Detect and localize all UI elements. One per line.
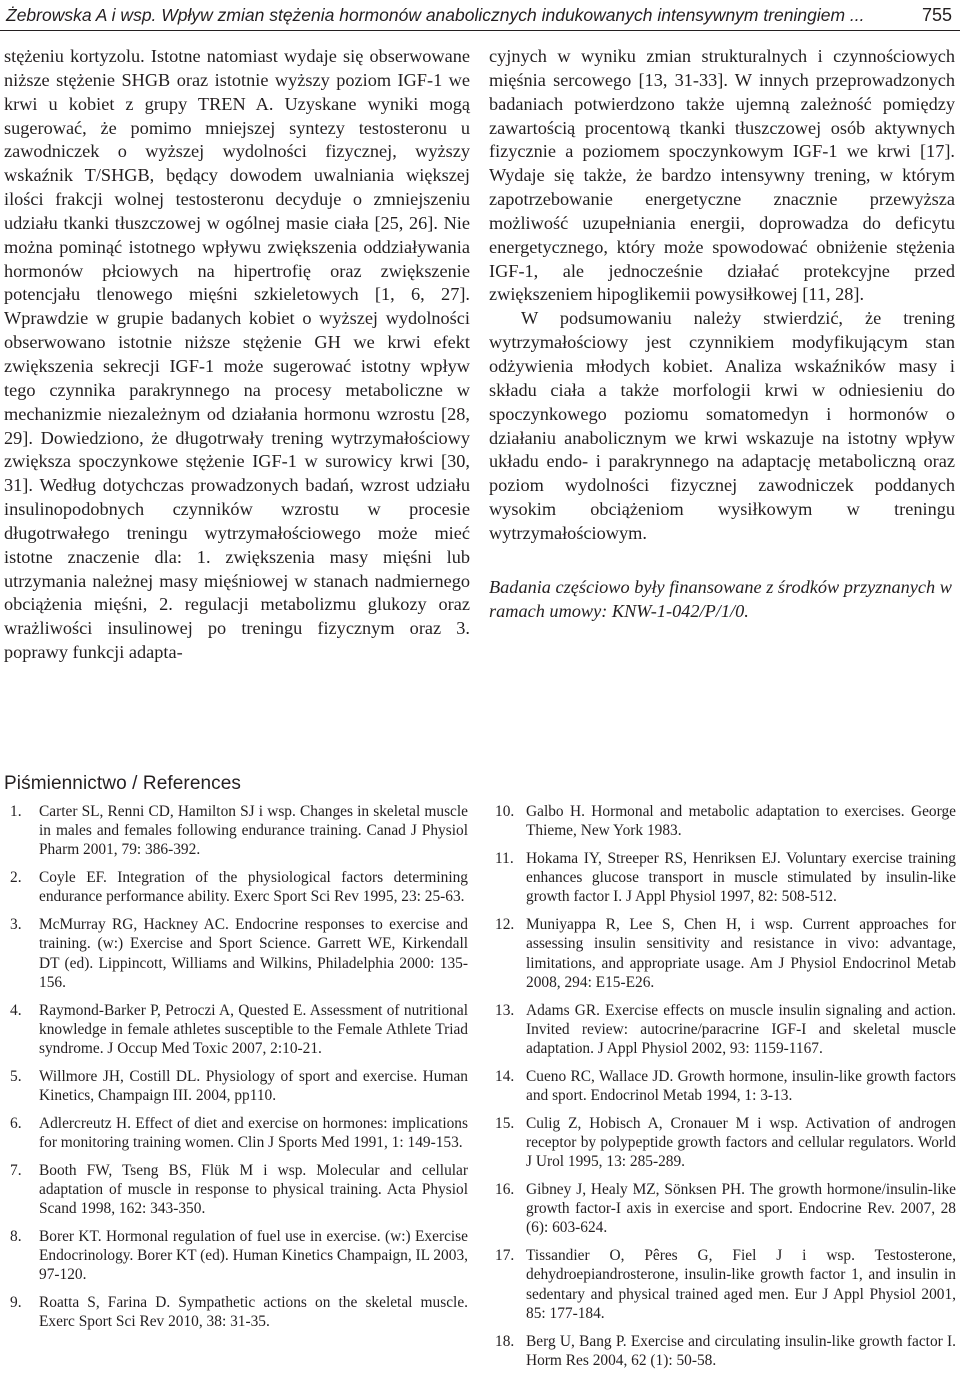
reference-item [495,1180,956,1238]
body-column-right [489,45,955,623]
reference-text: Cueno RC, Wallace JD. Growth hormone, insulin-like growth factors and sport. Endocrinol Metab 1994, 1: 3-13. [526,1067,956,1105]
reference-item [10,915,468,992]
reference-item [10,1114,468,1152]
reference-item [10,1067,468,1105]
reference-item [495,1001,956,1059]
reference-text: Willmore JH, Costill DL. Physiology of sport and exercise. Human Kinetics, Champaign III. 2004, pp110. [39,1067,468,1105]
conclusion-paragraph: W podsumowaniu należy stwierdzić, że trening wytrzymałościowy jest czynnikiem modyfikującym stan odżywienia młodych kobiet. Analiza wskaźników masy i składu ciała a także morfologii krwi w odniesieniu do spoczynkowego poziomu somatomedyn i hormonów o działaniu anabolicznym we krwi wskazuje na istotny wpływ układu endo- i parakrynnego na adaptację metaboliczną oraz poziom wydolności fizycznej zawodniczek poddanych wysokim obciążeniom wysiłkowym w treningu wytrzymałościowym. [489,308,955,543]
funding-note: Badania częściowo były finansowane z środków przyznanych w ramach umowy: KNW-1-042/P/1/0. [489,576,952,621]
reference-number: 1. [10,803,22,820]
reference-text: Roatta S, Farina D. Sympathetic actions on the skeletal muscle. Exerc Sport Sci Rev 2010, 38: 31-35. [39,1294,468,1331]
reference-item [495,1114,956,1172]
reference-text: McMurray RG, Hackney AC. Endocrine responses to exercise and training. (w:) Exercise and Sport Science. Garrett WE, Kirkendall DT (ed). Lippincott, Williams and Wilkins, Philadelphia 2000: 135-156. [39,916,468,991]
reference-text: Borer KT. Hormonal regulation of fuel use in exercise. (w:) Exercise Endocrinology. Borer KT (ed). Human Kinetics Champaign, IL 2003, 97-120. [39,1228,468,1284]
page-number: 755 [921,5,952,25]
running-title: Żebrowska A i wsp. Wpływ zmian stężenia hormonów anabolicznych indukowanych intensywnym treningiem ... [6,5,865,25]
body-paragraph: stężeniu kortyzolu. Istotne natomiast wydaje się obserwowane niższe stężenie SHGB oraz istotnie wyższy poziom IGF-1 we krwi u kobiet z grupy TREN A. Uzyskane wyniki mogą sugerować, że pomimo mniejszej syntezy testosteronu u zawodniczek o wyższej wydolności fizycznej, wyższy wskaźnik T/SHGB, będący dowodem uwalniania większej ilości frakcji wolnej testosteronu decyduje o zmniejszeniu udziału tkanki tłuszczowej w ogólnej masie ciała [25, 26]. Nie można pominąć istotnego wpływu zwiększenia oddziaływania hormonów płciowych na hipertrofię oraz zwiększenie potencjału tlenowego mięśni szkieletowych [1, 6, 27]. Wprawdzie w grupie badanych kobiet o wyższej wydolności obserwowano istotnie niższe stężenie GH we krwi efekt zwiększenia sekrecji IGF-1 może sugerować istotny wpływ tego czynnika parakrynnego na procesy metaboliczne w mechanizmie niezależnym od działania hormonu wzrostu [28, 29]. Dowiedziono, że długotrwały trening wytrzymałościowy zwiększa spoczynkowe stężenie IGF-1 w surowicy krwi [30, 31]. Według dotychczas prowadzonych badań, wzrost udziału insulinopodobnych czynników wzrostu w procesie długotrwałego treningu wytrzymałościowego może mieć istotne znaczenie dla: 1. zwiększenia masy mięśni lub utrzymania należnej masy mięśniowej w stanach nadmiernego obciążenia mięśni, 2. regulacji metabolizmu glukozy oraz wrażliwości insulinowej po treningu fizycznym oraz 3. poprawy funkcji adapta- [4,46,470,663]
reference-number: 13. [495,1001,515,1019]
reference-number: 7. [10,1161,22,1179]
reference-item [495,1246,956,1323]
reference-item [495,1067,956,1105]
reference-item [10,1001,468,1059]
reference-number: 9. [10,1294,22,1312]
reference-text: Gibney J, Healy MZ, Sönksen PH. The growth hormone/insulin-like growth factor-I axis in exercise and sport. Endocrine Rev. 2007, 28 (6): 603-624. [526,1181,956,1237]
reference-item [10,1293,468,1331]
reference-item [495,802,956,840]
reference-text: Tissandier O, Pêres G, Fiel J i wsp. Testosterone, dehydroepiandrosterone, insulin-like growth factor 1, and insulin in sedentary and physical trained aged men. Eur J Appl Physiol 2001, 85: 177-184. [526,1247,956,1322]
reference-number: 10. [495,803,515,820]
reference-item [10,1227,468,1285]
reference-number: 11. [495,850,514,867]
body-paragraph-continuation: cyjnych w wyniku zmian strukturalnych i czynnościowych mięśnia sercowego [13, 31-33]. W innych przeprowadzonych badaniach potwierdzono także ujemną zależność pomiędzy zawartością procentową tkanki tłuszczowej osób aktywnych fizycznie a poziomem spoczynkowym IGF-1 we krwi [17]. Wydaje się także, że bardzo intensywny trening, w którym zapotrzebowanie energetyczne znacznie przewyższa możliwość uzupełniania energii, doprowadza do deficytu energetycznego, który może spowodować obniżenie stężenia IGF-1, ale jednocześnie działać protekcyjne przed zwiększeniem hipoglikemii powysiłkowej [11, 28]. [489,46,955,305]
header-rule [0,30,960,31]
reference-text: Berg U, Bang P. Exercise and circulating insulin-like growth factor I. Horm Res 2004, 62 (1): 50-58. [526,1332,956,1369]
reference-number: 4. [10,1001,22,1019]
reference-text: Carter SL, Renni CD, Hamilton SJ i wsp. Changes in skeletal muscle in males and females following endurance training. Canad J Physiol Pharm 2001, 79: 386-392. [39,803,468,859]
reference-number: 12. [495,916,515,934]
reference-number: 16. [495,1181,515,1199]
reference-number: 14. [495,1067,515,1085]
reference-number: 5. [10,1067,22,1085]
body-column-left [4,45,470,665]
reference-item [10,802,468,860]
reference-item [495,849,956,907]
reference-text: Adams GR. Exercise effects on muscle insulin signaling and action. Invited review: autocrine/paracrine IGF-I and skeletal muscle adaptation. J Appl Physiol 2002, 93: 1159-1167. [526,1001,956,1058]
running-head [0,0,960,36]
reference-number: 6. [10,1114,22,1132]
reference-text: Culig Z, Hobisch A, Cronauer M i wsp. Activation of androgen receptor by polypeptide growth factors and cellular regulators. World J Urol 1995, 13: 285-289. [526,1114,956,1171]
reference-item [495,915,956,992]
reference-number: 18. [495,1332,515,1350]
references-list-left [10,802,468,1340]
reference-text: Adlercreutz H. Effect of diet and exercise on hormones: implications for monitoring training women. Clin J Sports Med 1991, 1: 149-153. [39,1114,468,1152]
reference-number: 15. [495,1114,515,1132]
reference-number: 8. [10,1228,22,1246]
reference-number: 2. [10,869,22,887]
reference-text: Raymond-Barker P, Petroczi A, Quested E. Assessment of nutritional knowledge in female athletes susceptible to the Female Athlete Triad syndrome. J Occup Med Toxic 2007, 2:10-21. [39,1001,468,1058]
reference-item [10,1161,468,1219]
reference-text: Muniyappa R, Lee S, Chen H, i wsp. Current approaches for assessing insulin sensitivity and resistance in vivo: advantage, limitations, and appropriate usage. Am J Physiol Endocrinol Metab 2008, 294: E15-E26. [526,916,956,991]
reference-item [495,1332,956,1370]
reference-number: 17. [495,1247,515,1265]
reference-text: Booth FW, Tseng BS, Flük M i wsp. Molecular and cellular adaptation of muscle in response to physical training. Acta Physiol Scand 1998, 162: 343-350. [39,1161,468,1218]
reference-number: 3. [10,916,22,934]
reference-text: Coyle EF. Integration of the physiological factors determining endurance performance ability. Exerc Sport Sci Rev 1995, 23: 25-63. [39,869,468,906]
reference-item [10,868,468,906]
references-heading: Piśmiennictwo / References [4,772,242,794]
reference-text: Hokama IY, Streeper RS, Henriksen EJ. Voluntary exercise training enhances glucose transport in muscle stimulated by insulin-like growth factor I. J Appl Physiol 1997, 82: 508-512. [526,850,956,906]
reference-text: Galbo H. Hormonal and metabolic adaptation to exercises. George Thieme, New York 1983. [526,803,956,840]
references-list-right [495,802,956,1379]
